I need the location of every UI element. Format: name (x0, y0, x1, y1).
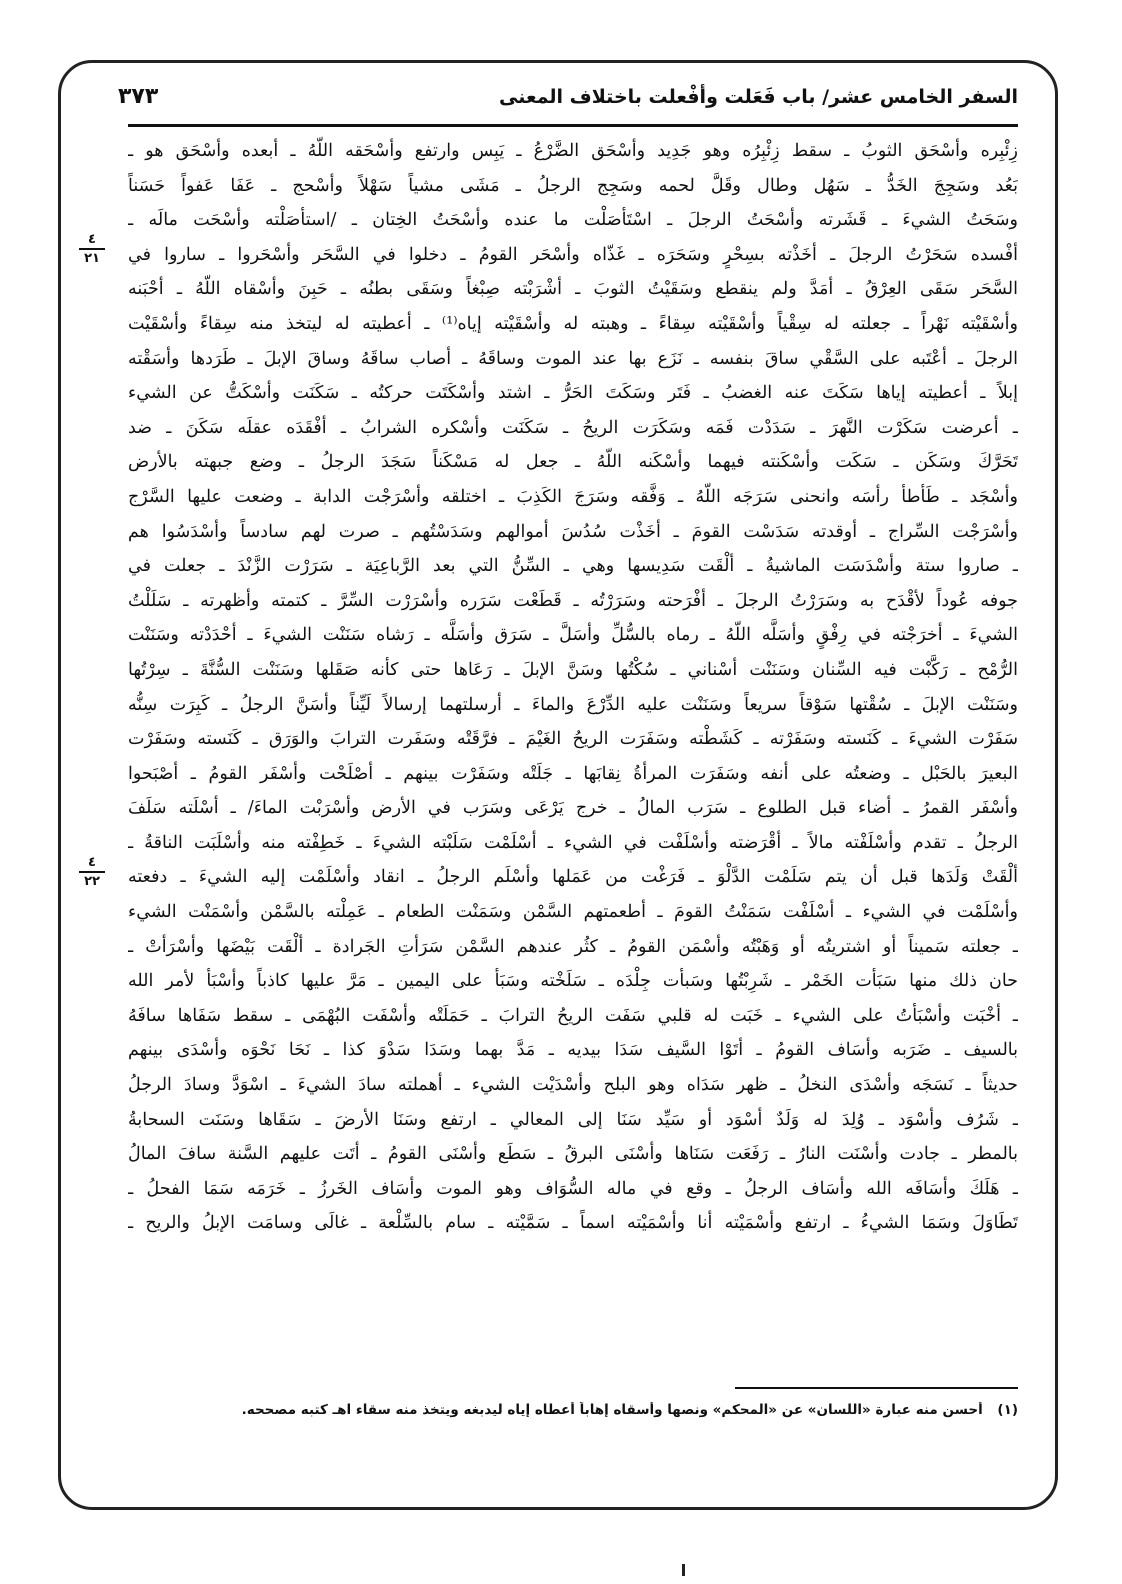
margin-marker-bottom: ٢٢ (84, 874, 100, 889)
text-line: بالسيف ـ ضَرَبه وأسَاف القومُ ـ أتَوْا السَّيف سَدَا بيديه ـ مَدَّ بهما وسَدَا سَدْوَ كذا ـ نَحَا نَحْوَه وأسْدَى بينهم (128, 1040, 1018, 1061)
footnote-number: (١) (997, 1402, 1018, 1418)
text-line: إبلاً ـ أعطيته إياها سَكَتَ عنه الغضبُ ـ فَتَر وسَكَتَ الحَرُّ ـ اشتد وأسْكَتَت حركتُه ـ سَكَنَت وأسْكَتُّ عن الشيء (128, 383, 1018, 404)
text-line: جوفه عُوداً لأقْدَح به وسَرَرْتُ الرجلَ ـ أفْرَحته وسَرَرْتُه ـ قَطَعْت سَرَره وأسْرَرْت السِّرَّ ـ كتمته وأظهرته ـ سَلَلْتُ (128, 590, 1018, 611)
footnote-separator (735, 1387, 1018, 1389)
margin-marker-bar (79, 871, 105, 873)
text-line: الرجلُ ـ تقدم وأسْلَفْته مالاً ـ أقْرَضته وأسْلَفْت في الشيء ـ أسْلَمْت سَلَبْته الشيءَ ـ خَطِفْته منه وأسْلَبَت الناقةُ ـ (128, 832, 1018, 853)
text-line: ـ هَلَكَ وأسَافَه الله وأسَاف الرجلُ ـ وقع في ماله السُّوَاف وهو الموت وأسَاف الخَرزُ ـ خَرَمَه سَمَا الفحلُ ـ (128, 1178, 1018, 1199)
footnote-text: أحسن منه عبارة «اللسان» عن «المحكم» ونصها وأسقاه إهاباً أعطاه إياه ليدبغه ويتخذ منه سقاء اهـ كتبه مصححه. (241, 1402, 983, 1418)
text-line: وأسْقَيْته نَهْراً ـ جعلته له سِقْياً وأسْقَيْته سِقاءً ـ وهبته له وأسْقَيْته إياه⁽¹⁾ ـ أعطيته له ليتخذ منه سِقاءً وأسْقَيْت (128, 313, 1018, 334)
page-number: ٣٧٣ (118, 84, 159, 109)
running-title: السفر الخامس عشر/ باب فَعَلت وأفْعلت باختلاف المعنى (498, 86, 1018, 108)
text-line: ـ صاروا ستة وأسْدَسَت الماشيةُ ـ ألْقَت سَدِيسها وهي ـ السِّنُّ التي بعد الرَّباعِيَة ـ سَرَرْت الزَّنْدَ ـ جعلت في (128, 556, 1018, 577)
margin-marker-top: ٤ (88, 232, 96, 247)
text-line: سَفَرْت الشيءَ ـ كَنَسته وسَفَرْته ـ كَشَطْته وسَفَرَت الريحُ الغَيْمَ ـ فرَّقَتْه وسَفَرت الترابَ والوَرَق ـ كَنَسته وسَفَرْت (128, 729, 1018, 750)
text-line: ـ أخْبَت وأسْبَأتُ على الشيء ـ خَبَت له قلبي سَفَت الريحُ الترابَ ـ حَمَلَتْه وأسْفَت البُهْمَى ـ سقط سَفَاها سافَهُ (128, 1005, 1018, 1026)
margin-folio-marker (76, 855, 108, 889)
text-line: الرجلَ ـ أعْتَبه على السَّقْي ساقَ بنفسه ـ نَزَع بها عند الموت وساقَهُ ـ أصاب ساقَهُ وساقَ الإبلَ ـ طَرَدها وأسَقْته (128, 348, 1018, 369)
text-line: وأسْفَر القمرُ ـ أضاء قبل الطلوع ـ سَرَب المالُ ـ خرج يَرْعَى وسَرَب في الأرض وأسْرَبْت الماءَ/ ـ أسْلَته سَلَفَ (128, 798, 1018, 819)
text-line: الشيءَ ـ أخرَجْته في رِفْقٍ وأسَلَّه اللّهُ ـ رماه بالسُّلِّ وأسَلَّ ـ سَرَق وأسَلَّه ـ رَشاه سَنَنْت الشيءَ ـ أحْدَدْته وسَنَنْت (128, 625, 1018, 646)
printer-mark (680, 1556, 688, 1576)
margin-marker-top: ٤ (88, 855, 96, 870)
text-line: ـ أعرضت سَكَرْت النَّهرَ ـ سَدَدْت فَمَه وسَكَرَت الريحُ ـ سَكَنَت وأسْكره الشرابُ ـ أفْقَدَه عقلَه سَكَنَ ـ ضد (128, 417, 1018, 438)
footnote (128, 1402, 1018, 1418)
text-line: أفْسده سَحَرْتُ الرجلَ ـ أخَذْته بسِحْرٍ وسَحَرَه ـ غَذّاه وأسْحَر القومُ ـ دخلوا في السَّحَر وأسْحَروا ـ ساروا في (128, 244, 1018, 265)
text-line: تَحَرَّكَ وسَكَن ـ سَكَت وأسْكَنته فيهما وأسْكَنه اللّهُ ـ جعل له مَسْكَناً سَجَدَ الرجلُ ـ وضع جبهته بالأرض (128, 452, 1018, 473)
text-line: حديثاً ـ نَسَجَه وأسْدَى النخلُ ـ ظهر سَدَاه وهو البلح وأسْدَيْت الشيء ـ أهملته سادَ الشيءَ ـ اسْوَدَّ وسادَ الرجلُ (128, 1075, 1018, 1096)
text-line: حان ذلك منها سَبَأت الخَمْر ـ شَرِبْتُها وسَبأت جِلْدَه ـ سَلَخْته وسَبَأ على اليمين ـ مَرَّ عليها كاذباً وأسْبَأ لأمر الله (128, 971, 1018, 992)
text-line: ألْقَتْ وَلَدَها قبل أن يتم سَلَمْت الدَّلْوَ ـ فَرَغْت من عَمَلها وأسْلَم الرجلُ ـ انقاد وأسْلَمْت إليه الشيءَ ـ دفعته (128, 867, 1018, 888)
text-line: وسَنَنْت الإبلَ ـ سُقْتها سَوْقاً سريعاً وسَنَنْت عليه الدِّرْعَ والماءَ ـ أرسلتهما إرسالاً لَيِّناً وأسَنَّ الرجلُ ـ كَبِرَت سِنُّه (128, 694, 1018, 715)
text-line: ـ شَرُف وأسْوَد ـ وُلِدَ له وَلَدٌ أسْوَد أو سَيِّد سَنَا إلى المعالي ـ ارتفع وسَنَا الأرضَ ـ سَقَاها وسَنَت السحابةُ (128, 1109, 1018, 1130)
text-line: السَّحَر سَقَى العِرْقُ ـ أمَدَّ ولم ينقطع وسَقَيْتُ الثوبَ ـ أشْرَبْته صِبْغاً وسَقَى بطنُه ـ حَبِنَ وأسْقاه اللّهُ ـ أحْبَنه (128, 279, 1018, 300)
body-text (128, 134, 1018, 1241)
text-line: البعيرَ بالحَبْل ـ وضعتُه على أنفه وسَفَرَت المرأةُ نِقابَها ـ جَلَتْه وسَفَرْت بينهم ـ أصْلَحْت وأسْفَر القومُ ـ أصْبَحوا (128, 763, 1018, 784)
margin-marker-bar (79, 248, 105, 250)
header-rule (128, 124, 1018, 127)
text-line: وأسْلَمْت في الشيء ـ أسْلَفْت سَمَنْتُ القومَ ـ أطعمتهم السَّمْن وسَمَنْت الطعام ـ عَمِلْته بالسَّمْن وأسْمَنْت الشيء (128, 902, 1018, 923)
text-line: تَطَاوَلَ وسَمَا الشيءُ ـ ارتفع وأسْمَيْته أنا وأسْمَيْته اسماً ـ سَمَّيْته ـ سام بالسِّلْعة ـ غالَى وسامَت الإبلُ والريح ـ (128, 1213, 1018, 1234)
page-header (118, 82, 1018, 116)
text-line: وأسْجَد ـ طَأطأ رأسَه وانحنى سَرَجَه اللّهُ ـ وَفَّقه وسَرَجَ الكَذِبَ ـ اختلقه وأسْرَجْت الدابة ـ وضعت عليها السَّرْج (128, 486, 1018, 507)
text-line: بالمطر ـ جادت وأسْنَت النارُ ـ رَفَعَت سَنَاها وأسْنَى البرقُ ـ سَطَع وأسْنَى القومُ ـ أتَت عليهم السَّنة سافَ المالُ (128, 1144, 1018, 1165)
text-line: بَعُد وسَجِجَ الخَدُّ ـ سَهُل وطال وقَلَّ لحمه وسَجِج الرجلُ ـ مَشَى مشياً سَهْلاً وأسْحج ـ عَفَا عَفواً حَسَناً (128, 175, 1018, 196)
margin-marker-bottom: ٢١ (84, 251, 100, 266)
text-line: الرُّمْح ـ رَكَّبْت فيه السِّنان وسَنَنْت أسْناني ـ سُكْتُها وسَنَّ الإبلَ ـ رَعَاها حتى كأنه صَقَلها وسَنَنْت السُّنَّةَ ـ سِرْتُها (128, 659, 1018, 680)
text-line: ـ جعلته سَميناً أو اشتريتُه أو وَهَبْتُه وأسْمَن القومُ ـ كثُر عندهم السَّمْن سَرَأتِ الجَرادة ـ ألْقَت بَيْضَها وأسْرَأتْ ـ (128, 936, 1018, 957)
text-line: زِئْبِره وأسْحَق الثوبُ ـ سقط زِئْبِرُه وهو جَدِيد وأسْحَق الضَّرْعُ ـ يَبِس وارتفع وأسْحَقه اللّهُ ـ أبعده وأسْحَق هو ـ (128, 141, 1018, 161)
text-line: وأسْرَجْت السِّراج ـ أوقدته سَدَسْت القومَ ـ أخَذْت سُدُسَ أموالهم وسَدَسْتُهم ـ صرت لهم سادساً وأسْدَسُوا هم (128, 521, 1018, 542)
text-line: وسَحَتُ الشيءَ ـ قَشَرته وأسْحَتُ الرجلَ ـ اسْتَأصَلْت ما عنده وأسْحَتُ الخِتان ـ /استأصَلْته وأسْحَت مالَه ـ (128, 210, 1018, 231)
margin-folio-marker (76, 232, 108, 266)
